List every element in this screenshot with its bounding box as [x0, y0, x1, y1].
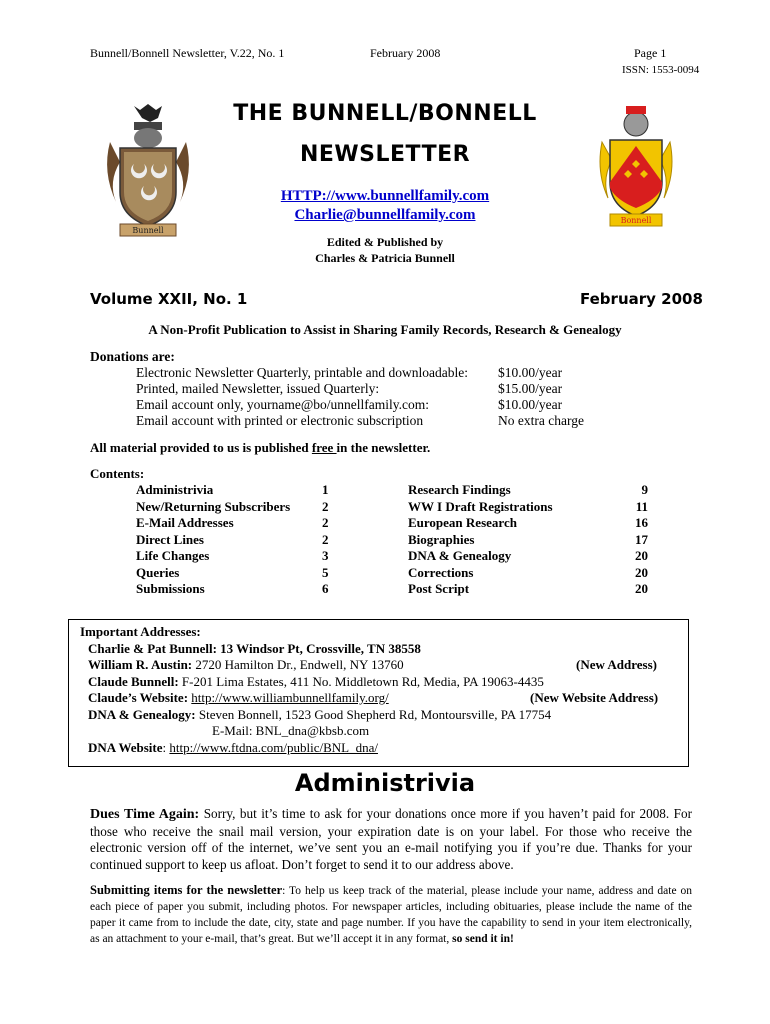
toc-item-title[interactable]: Direct Lines: [136, 531, 204, 547]
free-note-free: free: [311, 440, 337, 455]
editors-names: Charles & Patricia Bunnell: [315, 251, 455, 265]
toc-item-page: 1: [322, 482, 329, 497]
free-note: [90, 440, 430, 456]
header-issn: ISSN: 1553-0094: [622, 64, 700, 76]
address-austin-name: William R. Austin:: [88, 657, 193, 672]
dna-genealogy-address: [88, 707, 551, 724]
toc-item-title[interactable]: Administrivia: [136, 482, 214, 497]
header-page: Page 1: [634, 46, 667, 60]
claude-website-link[interactable]: http://www.williambunnellfamily.org/: [191, 690, 389, 705]
newsletter-title-line1: THE BUNNELL/BONNELL: [233, 101, 537, 126]
toc-item-page: 5: [322, 564, 329, 580]
donations-heading: Donations are:: [90, 349, 175, 364]
donation-label-2: Printed, mailed Newsletter, issued Quarterly:: [136, 381, 380, 396]
donation-label-3: Email account only, yourname@bo/unnellfamily.com:: [136, 397, 429, 412]
submitting-paragraph: [90, 882, 692, 947]
donation-price-3: $10.00/year: [498, 397, 563, 412]
toc-item-page: 2: [322, 498, 329, 514]
dna-website: [88, 740, 378, 757]
dues-text: Sorry, but it’s time to ask for your donations once more if you haven’t paid for 2008. For those who receive the snail mail version, your expiration date is on your label. For those who receive the electronic version off of the internet, we’ve sent you an e-mail notifying you if you’re due. Thanks for your continued support to keep us afloat. Don’t forget to send it to our address above.: [90, 806, 692, 872]
toc-item-page: 11: [635, 498, 648, 514]
toc-item-page: 20: [635, 548, 648, 563]
donation-price-4: No extra charge: [498, 413, 584, 428]
header-left: Bunnell/Bonnell Newsletter, V.22, No. 1: [90, 46, 285, 60]
toc-item-page: 16: [635, 515, 648, 530]
address-austin-street: 2720 Hamilton Dr., Endwell, NY 13760: [192, 657, 404, 672]
toc-item-title[interactable]: New/Returning Subscribers: [136, 498, 291, 514]
contents-right-titles: [408, 482, 553, 598]
dna-website-sep: :: [162, 740, 170, 755]
address-claude-street: F-201 Lima Estates, 411 No. Middletown Rd, Media, PA 19063-4435: [178, 674, 544, 689]
toc-item-page: 3: [322, 548, 329, 563]
claude-website-label: Claude’s Website:: [88, 690, 189, 705]
contents-left-pages: [322, 482, 329, 598]
toc-item-page: 9: [641, 482, 648, 497]
address-bunnell: Charlie & Pat Bunnell: 13 Windsor Pt, Crossville, TN 38558: [88, 641, 421, 656]
toc-item-title[interactable]: Biographies: [408, 531, 475, 547]
address-austin: [88, 657, 404, 674]
address-claude-name: Claude Bunnell:: [88, 674, 179, 689]
contents-right-pages: [620, 482, 648, 598]
new-website-note: (New Website Address): [530, 690, 659, 705]
toc-item-page: 2: [322, 515, 329, 530]
volume-date: February 2008: [580, 290, 703, 308]
dues-lead: Dues Time Again:: [90, 807, 200, 822]
donation-label-1: Electronic Newsletter Quarterly, printable and downloadable:: [136, 365, 468, 380]
toc-item-title[interactable]: Queries: [136, 564, 180, 580]
dna-website-link[interactable]: http://www.ftdna.com/public/BNL_dna/: [169, 740, 378, 755]
edited-by-line: Edited & Published by: [326, 235, 444, 249]
address-claude: [88, 674, 544, 691]
tagline: A Non-Profit Publication to Assist in Sharing Family Records, Research & Genealogy: [148, 322, 622, 337]
donation-price-2: $15.00/year: [498, 381, 563, 396]
donation-label-4: Email account with printed or electronic subscription: [136, 413, 424, 428]
dues-paragraph: [90, 806, 692, 873]
submit-text: : To help us keep track of the material, please include your name, address and date on each piece of paper you submit, including photos. For newspaper articles, including obituaries, please include the name of the paper it came from to include the date, city, state and page number. If you have the capability to send in your item electronically, as an attachment to your e-mail, that’s great. But we’ll accept it in any format,: [90, 885, 692, 945]
toc-item-title[interactable]: Submissions: [136, 581, 205, 596]
toc-item-title[interactable]: Corrections: [408, 564, 474, 580]
submit-lead: Submitting items for the newsletter: [90, 883, 283, 897]
submit-end: so send it in!: [452, 933, 514, 945]
dna-genealogy-street: Steven Bonnell, 1523 Good Shepherd Rd, Montoursville, PA 17754: [195, 707, 552, 722]
donation-price-1: $10.00/year: [498, 365, 563, 380]
claude-website: [88, 690, 389, 707]
toc-item-title[interactable]: Post Script: [408, 581, 470, 596]
website-link[interactable]: HTTP://www.bunnellfamily.com: [280, 188, 490, 204]
toc-item-title[interactable]: Research Findings: [408, 482, 511, 497]
volume-label: Volume XXII, No. 1: [90, 290, 248, 308]
toc-item-title[interactable]: Life Changes: [136, 548, 210, 563]
newsletter-title-line2: NEWSLETTER: [299, 142, 471, 167]
toc-item-title[interactable]: E-Mail Addresses: [136, 515, 234, 530]
free-note-before: All material provided to us is published: [90, 440, 312, 455]
right-crest-label: Bonnell: [620, 216, 652, 225]
email-link[interactable]: Charlie@bunnellfamily.com: [294, 207, 476, 223]
toc-item-title[interactable]: WW I Draft Registrations: [408, 498, 553, 514]
toc-item-page: 6: [322, 581, 329, 596]
dna-email: E-Mail: BNL_dna@kbsb.com: [212, 723, 370, 738]
dna-website-label: DNA Website: [88, 740, 163, 755]
toc-item-page: 17: [635, 531, 648, 547]
toc-item-title[interactable]: European Research: [408, 515, 517, 530]
toc-item-title[interactable]: DNA & Genealogy: [408, 548, 512, 563]
contents-heading: Contents:: [90, 466, 145, 481]
dna-genealogy-label: DNA & Genealogy:: [88, 707, 196, 722]
contents-left-titles: [136, 482, 290, 598]
free-note-after: in the newsletter.: [336, 440, 431, 455]
header-date: February 2008: [370, 46, 441, 60]
toc-item-page: 2: [322, 531, 329, 547]
toc-item-page: 20: [635, 581, 648, 596]
new-address-note: (New Address): [576, 657, 658, 672]
left-crest-label: Bunnell: [132, 226, 164, 235]
administrivia-heading: Administrivia: [294, 769, 476, 797]
addresses-heading: Important Addresses:: [80, 624, 201, 639]
toc-item-page: 20: [635, 564, 648, 580]
